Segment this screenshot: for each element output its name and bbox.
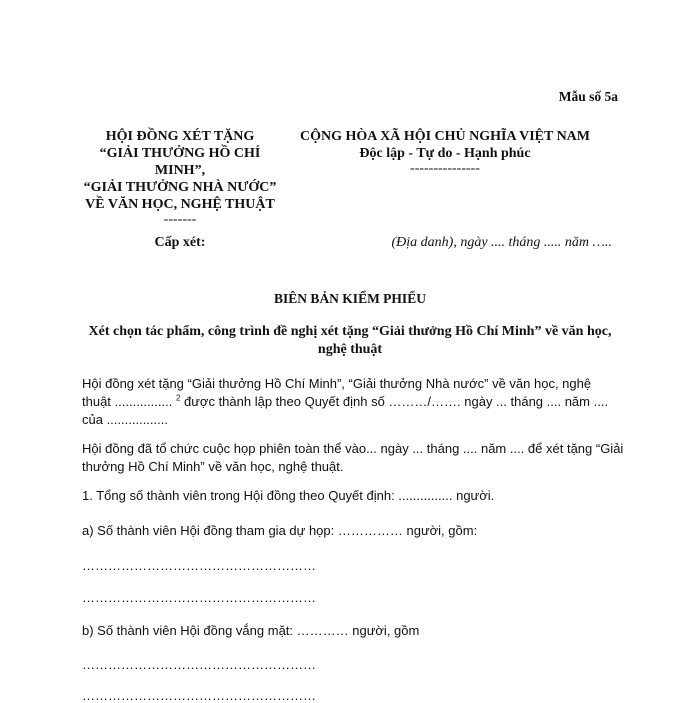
total-members-item: 1. Tổng số thành viên trong Hội đồng theo Quyết định: ............... người. xyxy=(82,488,495,503)
fill-in-line: ……………………………………………… xyxy=(82,688,316,703)
paragraph-line xyxy=(82,393,622,411)
paragraph-text: thuật ................ xyxy=(82,394,176,409)
meeting-paragraph xyxy=(82,440,622,476)
council-header-line: HỘI ĐỒNG XÉT TẶNG xyxy=(105,129,255,144)
national-header-separator: --------------- xyxy=(410,161,480,176)
national-header xyxy=(295,128,595,176)
national-motto: Độc lập - Tự do - Hạnh phúc xyxy=(359,146,531,161)
council-header-line: “GIẢI THƯỞNG NHÀ NƯỚC” xyxy=(83,180,277,195)
absent-members-item: b) Số thành viên Hội đồng vắng mặt: ………… người, gồm xyxy=(82,623,420,638)
paragraph-line: Hội đồng xét tặng “Giải thưởng Hồ Chí Minh”, “Giải thưởng Nhà nước” về văn học, nghệ xyxy=(82,376,592,391)
council-header-separator: ------- xyxy=(163,212,197,227)
country-name: CỘNG HÒA XÃ HỘI CHỦ NGHĨA VIỆT NAM xyxy=(299,129,590,144)
fill-in-line: ……………………………………………… xyxy=(82,590,316,605)
council-header-line: “GIẢI THƯỞNG HỒ CHÍ xyxy=(99,146,261,161)
council-header-line: MINH”, xyxy=(154,163,206,178)
fill-in-line: ……………………………………………… xyxy=(82,558,316,573)
intro-paragraph xyxy=(82,375,622,429)
paragraph-line: của ................. xyxy=(82,412,168,427)
review-level-label: Cấp xét: xyxy=(154,235,206,250)
form-number: Mẫu số 5a xyxy=(558,89,618,104)
place-date-line: (Địa danh), ngày .... tháng ..... năm ….. xyxy=(391,235,612,250)
paragraph-line: Hội đồng đã tổ chức cuộc họp phiên toàn thể vào... ngày ... tháng .... năm .... để xét tặng “Giải xyxy=(82,441,624,456)
council-header-line: VỀ VĂN HỌC, NGHỆ THUẬT xyxy=(85,197,275,212)
council-header xyxy=(75,128,285,227)
document-title: BIÊN BẢN KIỂM PHIẾU xyxy=(274,291,426,306)
fill-in-line: ……………………………………………… xyxy=(82,657,316,672)
attending-members-item: a) Số thành viên Hội đồng tham gia dự họp: …………… người, gồm: xyxy=(82,523,478,538)
paragraph-text: được thành lập theo Quyết định số ………/……. ngày ... tháng .... năm .... xyxy=(180,394,609,409)
footnote-marker: 2 xyxy=(175,393,181,403)
paragraph-line: thưởng Hồ Chí Minh” về văn học, nghệ thuật. xyxy=(82,459,344,474)
document-subtitle: Xét chọn tác phẩm, công trình đề nghị xét tặng “Giải thưởng Hồ Chí Minh” về văn học, nghệ thuật xyxy=(88,324,612,357)
